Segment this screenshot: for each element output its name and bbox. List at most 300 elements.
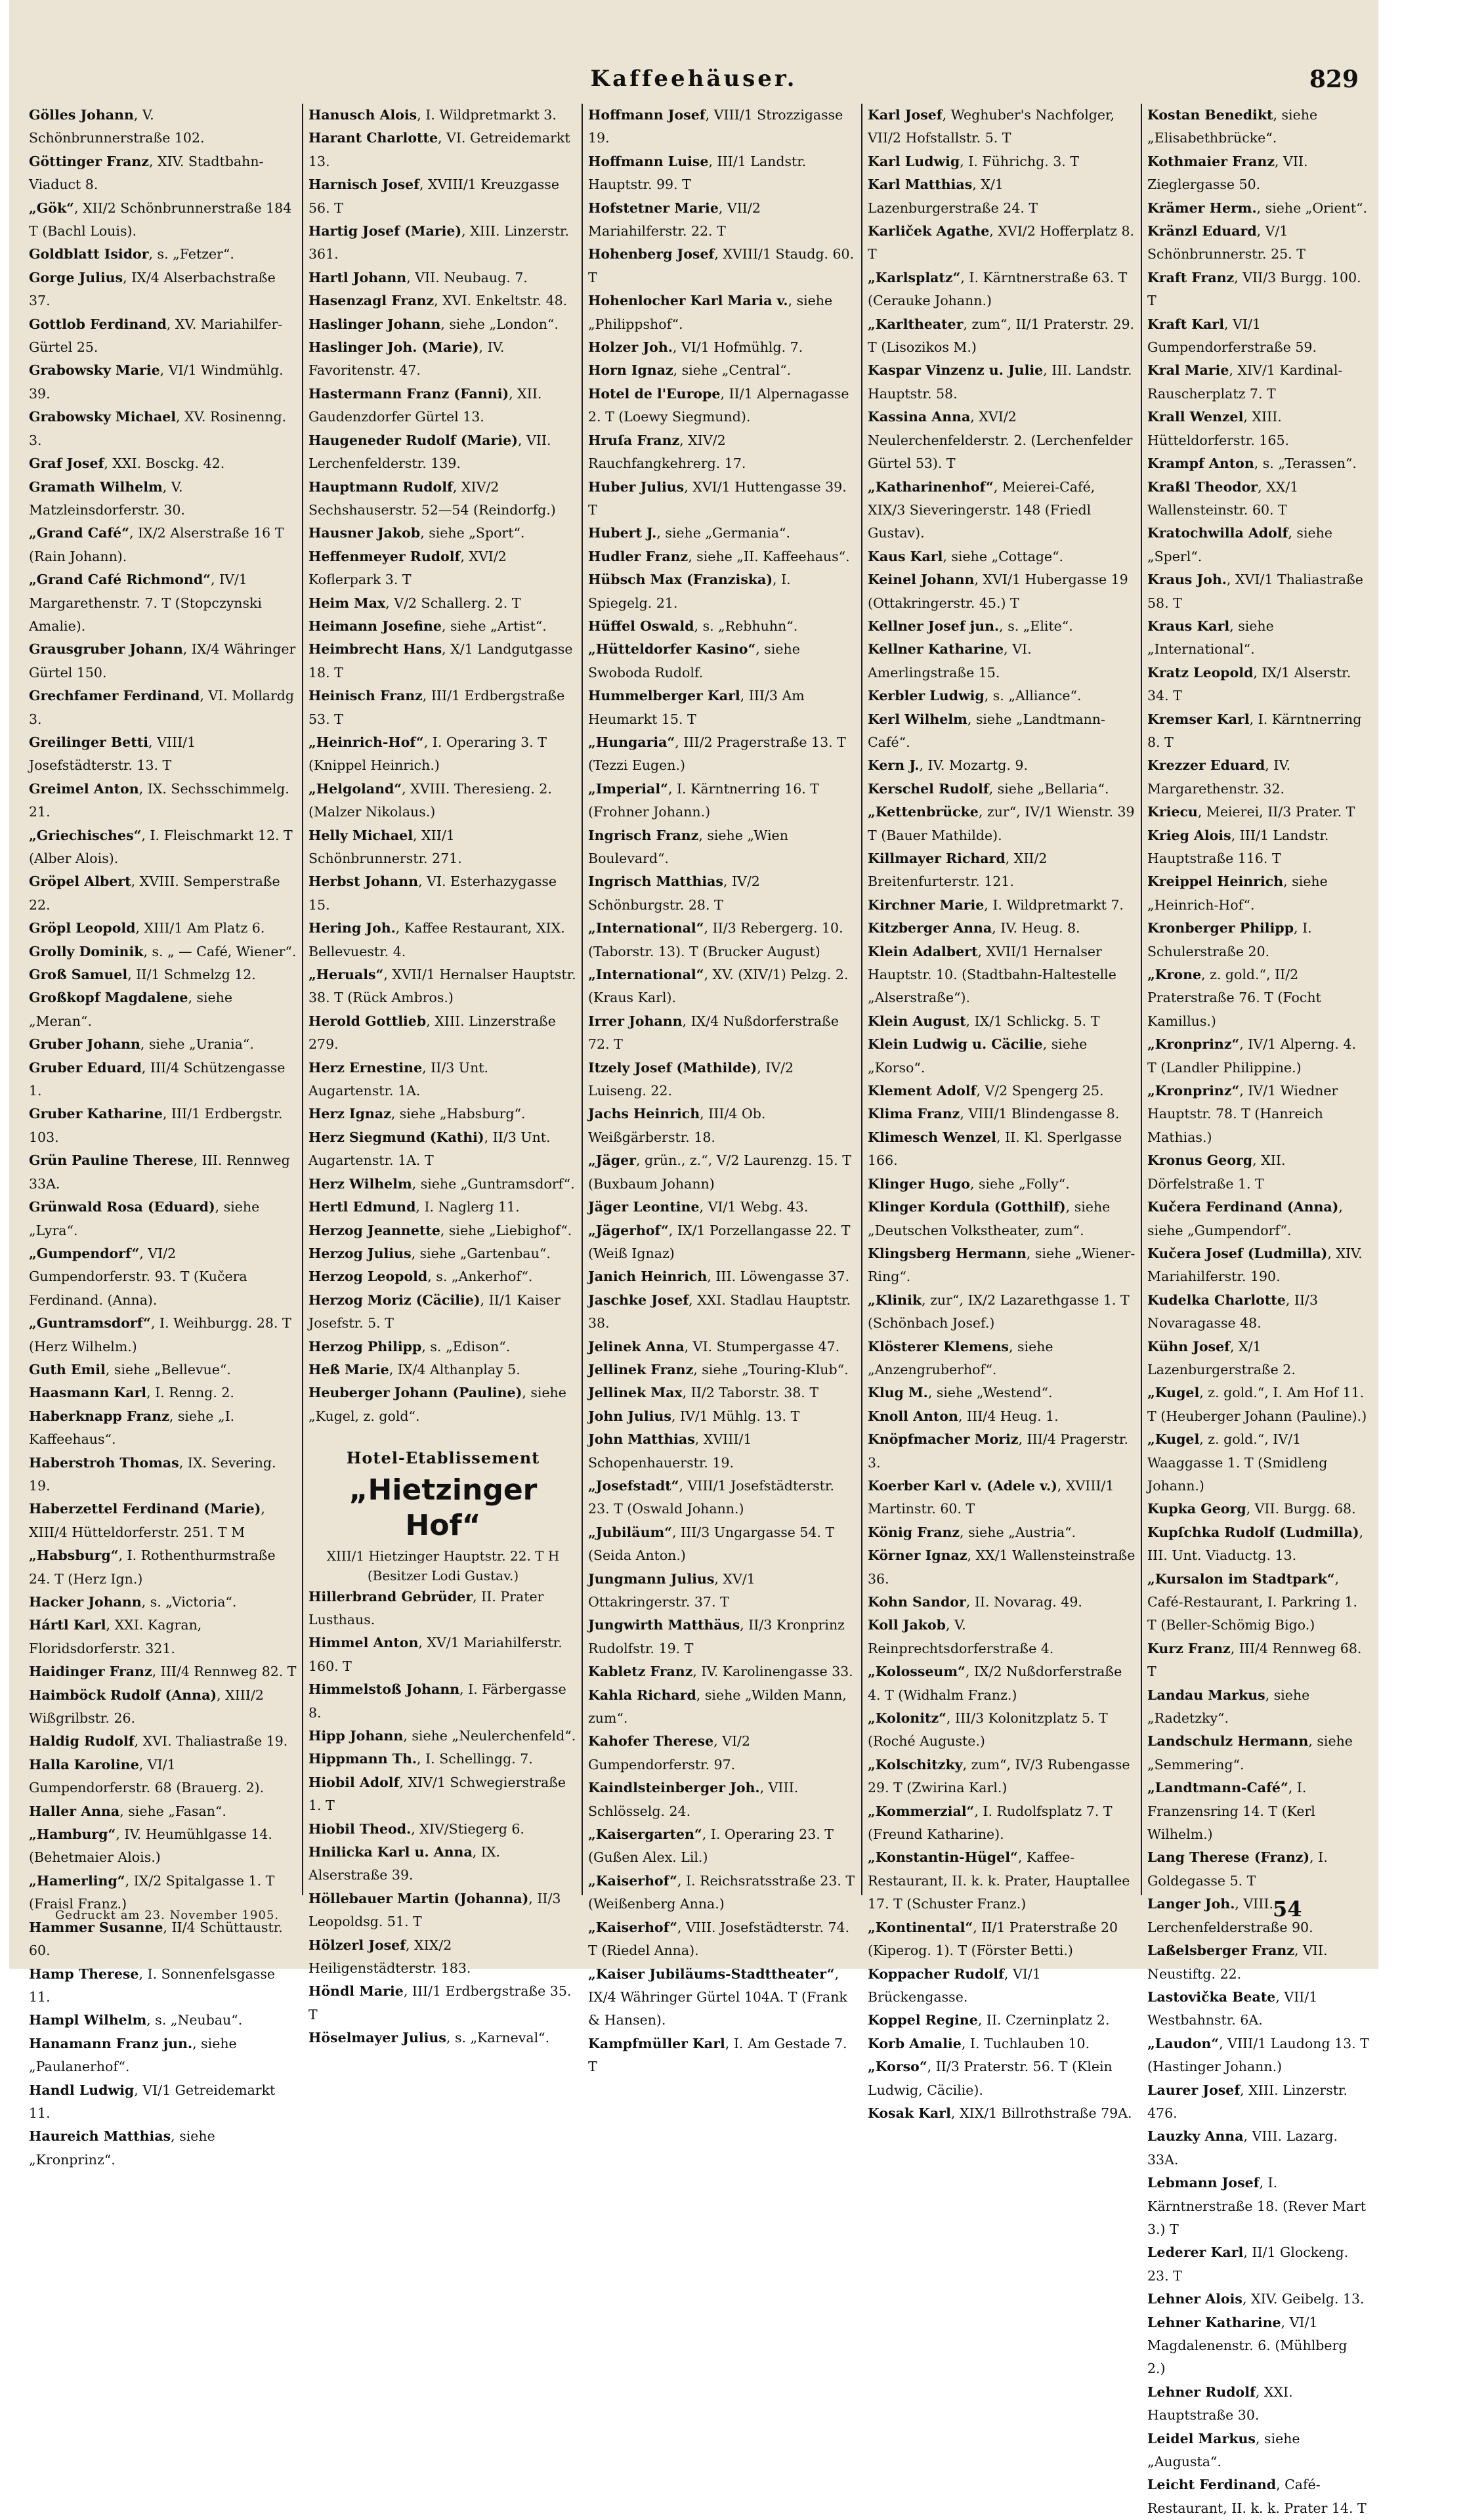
directory-entry xyxy=(588,1335,857,1358)
entry-name: „Kettenbrücke xyxy=(868,804,979,820)
entry-details: , I. Schulerstraße 20. xyxy=(1147,920,1312,959)
directory-entry xyxy=(868,615,1137,638)
entry-name: Koll Jakob xyxy=(868,1617,946,1633)
entry-details: , VI/1 Windmühlg. 39. xyxy=(29,362,284,402)
entry-details: , Café-Restaurant, II. k. k. Prater 14. T xyxy=(1147,2477,1367,2516)
directory-entry xyxy=(308,615,578,638)
entry-details: , Meierei-Café, XIX/3 Sieveringerstr. 148 (Friedl Gustav). xyxy=(868,478,1095,541)
entry-name: Itzely Josef (Mathilde) xyxy=(588,1059,757,1076)
column-divider xyxy=(861,104,862,1895)
entry-name: Hiobil Theod. xyxy=(308,1820,412,1837)
directory-entry xyxy=(1147,1776,1370,1846)
directory-entry xyxy=(1147,1242,1370,1289)
entry-details: , V. Schönbrunnerstraße 102. xyxy=(29,107,205,146)
entry-name: Kaus Karl xyxy=(868,548,943,564)
entry-name: Kudelka Charlotte xyxy=(1147,1292,1286,1308)
entry-details: , IX. Sechsschimmelg. 21. xyxy=(29,780,289,820)
directory-entry xyxy=(868,1544,1137,1591)
entry-name: Himmel Anton xyxy=(308,1635,419,1651)
entry-name: Herz Siegmund (Kathi) xyxy=(308,1129,484,1145)
entry-name: Krampf Anton xyxy=(1147,455,1254,472)
entry-name: „Kolonitz“ xyxy=(868,1710,946,1727)
entry-details: , XIV/2 Sechshauserstr. 52—54 (Reindorfg.) xyxy=(308,478,556,518)
directory-entry xyxy=(308,824,578,871)
entry-name: Haugeneder Rudolf (Marie) xyxy=(308,432,518,448)
directory-entry xyxy=(588,615,857,638)
entry-name: Hübsch Max (Franziska) xyxy=(588,572,773,588)
entry-name: „Kaiserhof“ xyxy=(588,1919,677,1935)
entry-name: König Franz xyxy=(868,1524,960,1540)
entry-name: Kerl Wilhelm xyxy=(868,711,967,727)
entry-details: , IV/1 Margarethenstr. 7. T (Stopczynski Amalie). xyxy=(29,572,262,634)
entry-details: , II/3 Unt. Augartenstr. 1A. T xyxy=(308,1129,551,1169)
entry-name: Klinger Kordula (Gotthilf) xyxy=(868,1199,1066,1215)
entry-name: Heß Marie xyxy=(308,1361,389,1377)
entry-details: , III/4 Heug. 1. xyxy=(958,1408,1059,1424)
entry-details: , VI/1 Hofmühlg. 7. xyxy=(672,339,803,356)
entry-name: Gruber Johann xyxy=(29,1036,140,1053)
entry-name: Kraft Karl xyxy=(1147,316,1225,332)
entry-name: „Kaiser Jubiläums-Stadttheater“ xyxy=(588,1965,835,1982)
entry-name: Guth Emil xyxy=(29,1361,106,1377)
entry-details: , XVIII/1 Kreuzgasse 56. T xyxy=(308,177,559,216)
directory-entry xyxy=(29,986,298,1033)
entry-name: Hamp Therese xyxy=(29,1965,139,1982)
entry-details: , siehe „Orient“. xyxy=(1256,200,1368,216)
entry-name: Klein Adalbert xyxy=(868,943,978,959)
entry-details: , siehe „Gartenbau“. xyxy=(411,1245,551,1261)
entry-name: „Laudon“ xyxy=(1147,2035,1220,2051)
directory-entry xyxy=(588,1358,857,1381)
column-divider xyxy=(582,104,583,1895)
entry-details: , IV/1 Wiedner Hauptstr. 78. T (Hanreich Mathias.) xyxy=(1147,1083,1338,1145)
entry-name: Lebmann Josef xyxy=(1147,2175,1260,2191)
entry-details: , I. Renng. 2. xyxy=(146,1385,234,1401)
entry-details: , XVII/1 Hernalser Hauptstr. 38. T (Rück Ambros.) xyxy=(308,967,576,1006)
page-number: 829 xyxy=(1309,66,1359,93)
directory-entry xyxy=(308,545,578,592)
directory-entry xyxy=(29,359,298,406)
entry-details: , III/4 Schützengasse 1. xyxy=(29,1059,286,1099)
directory-entry xyxy=(308,684,578,731)
entry-details: , II/3 Novaragasse 48. xyxy=(1147,1292,1318,1332)
entry-details: , XIX/2 Heiligenstädterstr. 183. xyxy=(308,1937,471,1977)
entry-details: , XXI. Stadlau Hauptstr. 38. xyxy=(588,1292,851,1332)
directory-entry xyxy=(588,638,857,684)
entry-name: Herz Wilhelm xyxy=(308,1175,412,1192)
directory-entry xyxy=(1147,1986,1370,2032)
entry-name: Grechfamer Ferdinand xyxy=(29,688,200,704)
entry-name: Hoffmann Luise xyxy=(588,153,709,169)
directory-entry xyxy=(29,1405,298,1452)
directory-entry xyxy=(588,1265,857,1288)
entry-name: „Landtmann-Café“ xyxy=(1147,1780,1288,1796)
entry-details: , II. Novarag. 49. xyxy=(966,1594,1082,1610)
entry-details: , V/2 Spengerg 25. xyxy=(976,1083,1104,1099)
entry-details: , VIII/1 Blindengasse 8. xyxy=(960,1106,1120,1122)
directory-entry xyxy=(308,1887,578,1934)
entry-details: , VIII. Schlösselg. 24. xyxy=(588,1780,799,1819)
directory-entry xyxy=(588,1149,857,1196)
entry-details: , II/1 Alpernagasse 2. T (Loewy Siegmund). xyxy=(588,385,849,425)
directory-entry xyxy=(308,1196,578,1219)
entry-details: , I. Operaring 23. T (Gußen Alex. Lil.) xyxy=(588,1826,834,1866)
entry-name: Kampfmüller Karl xyxy=(588,2035,725,2051)
entry-details: , I. Am Gestade 7. T xyxy=(588,2035,847,2075)
entry-details: , II/1 Glockeng. 23. T xyxy=(1147,2244,1349,2284)
entry-name: Kral Marie xyxy=(1147,362,1229,379)
entry-details: , XII. Gaudenzdorfer Gürtel 13. xyxy=(308,385,542,425)
directory-entry xyxy=(29,731,298,778)
entry-name: Kosak Karl xyxy=(868,2105,951,2121)
entry-details: , VII. Neubaug. 7. xyxy=(406,269,528,285)
entry-details: , II/1 Schmelzg 12. xyxy=(127,967,256,983)
directory-entry xyxy=(588,824,857,871)
entry-name: Kerbler Ludwig xyxy=(868,688,985,704)
directory-entry xyxy=(308,289,578,312)
directory-entry xyxy=(1147,150,1370,197)
entry-name: Karl Matthias xyxy=(868,177,973,193)
directory-entry xyxy=(308,336,578,383)
entry-details: , V. Matzleinsdorferstr. 30. xyxy=(29,478,185,518)
entry-name: Killmayer Richard xyxy=(868,850,1006,866)
directory-entry xyxy=(308,220,578,266)
directory-entry xyxy=(588,870,857,917)
directory-entry xyxy=(868,173,1137,220)
entry-name: „Grand Café“ xyxy=(29,525,130,541)
directory-entry xyxy=(868,1428,1137,1475)
entry-name: John Julius xyxy=(588,1408,671,1424)
directory-entry xyxy=(29,243,298,266)
entry-details: , siehe „Deutschen Volkstheater, zum“. xyxy=(868,1199,1111,1238)
directory-entry xyxy=(308,429,578,476)
entry-details: , XIII. Hütteldorferstr. 165. xyxy=(1147,409,1290,448)
directory-entry xyxy=(868,894,1137,917)
directory-entry xyxy=(588,1405,857,1428)
entry-name: Höllebauer Martin (Johanna) xyxy=(308,1890,529,1906)
entry-name: Hammer Susanne xyxy=(29,1919,163,1935)
entry-name: Heimbrecht Hans xyxy=(308,641,442,658)
entry-name: „Kolschitzky xyxy=(868,1756,963,1773)
entry-details: , siehe „London“. xyxy=(440,316,559,332)
entry-details: , XII/2 Breitenfurterstr. 121. xyxy=(868,850,1048,890)
entry-details: , XII. Dörfelstraße 1. T xyxy=(1147,1152,1286,1192)
entry-details: , siehe „Habsburg“. xyxy=(391,1106,526,1122)
directory-entry xyxy=(29,2009,298,2032)
directory-entry xyxy=(308,1748,578,1771)
entry-details: , VI. Esterhazygasse 15. xyxy=(308,873,557,913)
entry-details: , VII. Burgg. 68. xyxy=(1246,1501,1356,1517)
entry-details: , I. Spiegelg. 21. xyxy=(588,572,791,611)
directory-entry xyxy=(29,1684,298,1731)
entry-details: , siehe „Heinrich-Hof“. xyxy=(1147,873,1328,913)
directory-entry xyxy=(588,1057,857,1103)
entry-details: , XIII/2 Wißgrilbstr. 26. xyxy=(29,1687,264,1727)
directory-entry xyxy=(308,1289,578,1335)
entry-name: „Krone xyxy=(1147,967,1202,983)
entry-details: , I. Kärntnerstraße 63. T (Cerauke Johann.) xyxy=(868,269,1128,309)
entry-details: , IX/1 Porzellangasse 22. T (Weiß Ignaz) xyxy=(588,1222,851,1261)
directory-entry xyxy=(1147,1498,1370,1521)
entry-details: , III/3 Kolonitzplatz 5. T (Roché Auguste.) xyxy=(868,1710,1108,1750)
entry-details: , XIV/1 Kardinal-Rauscherplatz 7. T xyxy=(1147,362,1343,402)
entry-details: , IX/4 Währinger Gürtel 104A. T (Frank & Hansen). xyxy=(588,1965,847,2028)
directory-entry xyxy=(588,197,857,243)
entry-details: , I. Rudolfsplatz 7. T (Freund Katharine). xyxy=(868,1803,1113,1843)
entry-name: Herbst Johann xyxy=(308,873,419,890)
entry-name: Hotel de l'Europe xyxy=(588,385,721,402)
entry-details: , III. Unt. Viaductg. 13. xyxy=(1147,1524,1364,1564)
entry-details: , siehe „I. Kaffeehaus“. xyxy=(29,1408,235,1448)
entry-name: Hubert J. xyxy=(588,525,657,541)
directory-page xyxy=(9,0,1378,2516)
directory-entry xyxy=(588,476,857,522)
print-date: Gedruckt am 23. November 1905. xyxy=(55,1908,280,1922)
entry-details: , XII/1 Schönbrunnerstr. 271. xyxy=(308,827,462,866)
directory-entry xyxy=(588,429,857,476)
directory-entry xyxy=(29,1358,298,1381)
entry-details: , V/2 Schallerg. 2. T xyxy=(385,595,521,611)
directory-entry xyxy=(1147,2381,1370,2427)
entry-name: Leidel Markus xyxy=(1147,2430,1256,2446)
entry-details: , XV. Mariahilfer-Gürtel 25. xyxy=(29,316,283,356)
entry-details: , IV/2 Luiseng. 22. xyxy=(588,1059,794,1099)
directory-entry xyxy=(29,870,298,917)
entry-name: Lederer Karl xyxy=(1147,2244,1244,2261)
directory-entry xyxy=(868,2009,1137,2032)
entry-details: , II. Czerninplatz 2. xyxy=(977,2012,1110,2028)
entry-details: , XX/1 Wallensteinstr. 60. T xyxy=(1147,478,1299,518)
entry-details: , IX/2 Spitalgasse 1. T (Fraisl Franz.) xyxy=(29,1872,275,1912)
directory-entry xyxy=(588,289,857,336)
entry-name: Herz Ernestine xyxy=(308,1059,423,1076)
entry-name: Kraft Franz xyxy=(1147,269,1235,285)
entry-name: „Kaiserhof“ xyxy=(588,1872,677,1889)
directory-entry xyxy=(308,1934,578,1981)
directory-entry xyxy=(29,476,298,522)
entry-details: , siehe „Elisabethbrücke“. xyxy=(1147,107,1318,146)
entry-details: , s. „ — Café, Wiener“. xyxy=(143,943,297,959)
entry-details: , XVIII. Theresieng. 2. (Malzer Nikolaus.) xyxy=(308,780,552,820)
directory-entry xyxy=(868,1381,1137,1404)
entry-details: , II/3 Leopoldsg. 51. T xyxy=(308,1890,561,1930)
entry-details: , III/4 Ob. Weißgärberstr. 18. xyxy=(588,1106,766,1145)
entry-name: „Hamburg“ xyxy=(29,1826,116,1843)
directory-entry xyxy=(1147,2172,1370,2241)
entry-name: „Griechisches“ xyxy=(29,827,142,843)
entry-name: Grausgruber Johann xyxy=(29,641,183,658)
entry-details: , III/1 Erdbergstraße 53. T xyxy=(308,688,565,727)
column-3 xyxy=(588,104,857,2075)
entry-details: , IV. Margarethenstr. 32. xyxy=(1147,757,1291,797)
entry-details: , VI/1 Webg. 43. xyxy=(699,1199,809,1215)
entry-details: , II/3 Unt. Augartenstr. 1A. xyxy=(308,1059,489,1099)
entry-details: , III/1 Erdbergstraße 35. T xyxy=(308,1983,572,2023)
entry-name: Kohn Sandor xyxy=(868,1594,966,1610)
entry-name: Körner Ignaz xyxy=(868,1547,967,1564)
directory-entry xyxy=(29,940,298,963)
directory-entry xyxy=(308,1678,578,1725)
directory-entry xyxy=(868,406,1137,475)
directory-entry xyxy=(1147,452,1370,475)
directory-entry xyxy=(868,1963,1137,2009)
entry-details: , IX/2 Nußdorferstraße 4. T (Widhalm Franz.) xyxy=(868,1664,1122,1703)
directory-entry xyxy=(29,266,298,313)
entry-name: Lehner Alois xyxy=(1147,2291,1242,2307)
entry-details: , s. „Karneval“. xyxy=(446,2030,550,2046)
entry-details: , siehe „Austria“. xyxy=(960,1524,1076,1540)
entry-name: Herzog Leopold xyxy=(308,1269,428,1285)
entry-name: Höndl Marie xyxy=(308,1983,404,2000)
entry-name: John Matthias xyxy=(588,1431,695,1448)
entry-details: , siehe „Bellevue“. xyxy=(105,1361,231,1377)
entry-details: , VIII/1 Laudong 13. T (Hastinger Johann.) xyxy=(1147,2035,1369,2075)
entry-details: , XVI. Thaliastraße 19. xyxy=(134,1733,288,1750)
entry-details: , XV/1 Ottakringerstr. 37. T xyxy=(588,1570,755,1610)
directory-entry xyxy=(1147,2288,1370,2311)
entry-name: „Imperial“ xyxy=(588,780,668,797)
entry-details: , s. „Fetzer“. xyxy=(148,246,234,262)
entry-details: , s. „Neubau“. xyxy=(146,2012,243,2028)
entry-name: Lehner Katharine xyxy=(1147,2314,1281,2330)
directory-entry xyxy=(29,1963,298,2009)
directory-entry xyxy=(1147,1893,1370,1939)
entry-details: , s. „Terassen“. xyxy=(1254,455,1357,472)
entry-name: Gruber Eduard xyxy=(29,1059,142,1076)
entry-name: Krämer Herm. xyxy=(1147,200,1257,216)
entry-name: „Karltheater xyxy=(868,316,964,332)
entry-name: Klimesch Wenzel xyxy=(868,1129,996,1145)
entry-name: Hanusch Alois xyxy=(308,107,417,123)
entry-name: Kothmaier Franz xyxy=(1147,153,1275,169)
entry-details: , I. Kärntnerring 16. T (Frohner Johann.) xyxy=(588,780,819,820)
directory-entry xyxy=(29,406,298,452)
entry-name: „Klinik xyxy=(868,1292,922,1308)
directory-entry xyxy=(1147,1846,1370,1893)
directory-entry xyxy=(868,638,1137,684)
entry-name: Hausner Jakob xyxy=(308,525,421,541)
directory-entry xyxy=(1147,1939,1370,1986)
entry-name: Harant Charlotte xyxy=(308,130,438,146)
directory-entry xyxy=(868,104,1137,150)
directory-entry xyxy=(29,522,298,568)
entry-name: Kaspar Vinzenz u. Julie xyxy=(868,362,1044,379)
directory-entry xyxy=(1147,963,1370,1033)
entry-details: , siehe „Artist“. xyxy=(441,618,547,634)
directory-entry xyxy=(588,359,857,382)
directory-entry xyxy=(1147,615,1370,662)
directory-entry xyxy=(588,1102,857,1149)
entry-name: Laßelsberger Franz xyxy=(1147,1942,1294,1959)
entry-details: , VIII. Lerchenfelderstraße 90. xyxy=(1147,1896,1313,1935)
entry-details: , XVIII/1 Martinstr. 60. T xyxy=(868,1477,1115,1517)
entry-details: , XVI/1 Hubergasse 19 (Ottakringerstr. 45.) T xyxy=(868,572,1128,611)
entry-details: , XIV. Geibelg. 13. xyxy=(1242,2291,1365,2307)
entry-details: , II/2 Taborstr. 38. T xyxy=(682,1385,818,1401)
entry-details: , VII. Lerchenfelderstr. 139. xyxy=(308,432,551,472)
entry-name: Haberstroh Thomas xyxy=(29,1454,179,1471)
hotel-advertisement xyxy=(308,1446,578,1585)
directory-entry xyxy=(29,1544,298,1591)
directory-entry xyxy=(29,963,298,986)
entry-name: „Kolosseum“ xyxy=(868,1664,966,1680)
entry-details: , III/1 Landstr. Hauptstraße 116. T xyxy=(1147,827,1329,866)
directory-entry xyxy=(308,731,578,778)
entry-name: Lauzky Anna xyxy=(1147,2128,1244,2145)
entry-details: , XVI/2 Koflerpark 3. T xyxy=(308,548,507,588)
directory-entry xyxy=(588,778,857,824)
directory-entry xyxy=(308,2026,578,2049)
entry-name: „Jägerhof“ xyxy=(588,1222,669,1238)
directory-entry xyxy=(29,1033,298,1056)
directory-entry xyxy=(29,1452,298,1498)
entry-name: Großkopf Magdalene xyxy=(29,990,188,1006)
directory-entry xyxy=(29,1614,298,1660)
entry-name: „Konstantin-Hügel“ xyxy=(868,1849,1018,1866)
directory-entry xyxy=(1147,406,1370,452)
entry-name: Kupka Georg xyxy=(1147,1501,1246,1517)
entry-name: Haberzettel Ferdinand (Marie) xyxy=(29,1501,261,1517)
entry-name: Haimböck Rudolf (Anna) xyxy=(29,1687,217,1703)
directory-entry xyxy=(29,1057,298,1103)
directory-entry xyxy=(868,545,1137,568)
entry-details: , I. Wildpretmarkt 3. xyxy=(417,107,557,123)
entry-name: Kraus Joh. xyxy=(1147,572,1227,588)
directory-entry xyxy=(588,336,857,359)
directory-entry xyxy=(588,1776,857,1823)
entry-details: , IX/4 Althanplay 5. xyxy=(389,1361,520,1377)
entry-details: , II. Kl. Sperlgasse 166. xyxy=(868,1129,1122,1169)
entry-name: Ingrisch Matthias xyxy=(588,873,723,890)
entry-name: „Heruals“ xyxy=(308,967,384,983)
entry-details: , I. Fleischmarkt 12. T (Alber Alois). xyxy=(29,827,293,866)
directory-entry xyxy=(1147,1684,1370,1731)
entry-details: , I. Wildpretmarkt 7. xyxy=(984,896,1124,913)
entry-name: „Kursalon im Stadtpark“ xyxy=(1147,1570,1335,1587)
entry-name: „Habsburg“ xyxy=(29,1547,119,1564)
entry-name: Greilinger Betti xyxy=(29,734,149,750)
directory-entry xyxy=(308,173,578,220)
directory-entry xyxy=(588,150,857,197)
entry-details: , X/1 Landgutgasse 18. T xyxy=(308,641,573,681)
entry-details: , V/1 Schönbrunnerstr. 25. T xyxy=(1147,223,1306,262)
entry-name: Ingrisch Franz xyxy=(588,827,699,843)
directory-entry xyxy=(29,778,298,824)
entry-details: , III/4 Pragerstr. 3. xyxy=(868,1431,1128,1471)
entry-details: , IX. Alserstraße 39. xyxy=(308,1844,500,1883)
entry-details: , s. „Elite“. xyxy=(999,618,1073,634)
entry-details: , XIII. Linzerstraße 279. xyxy=(308,1013,556,1053)
entry-details: , Weghuber's Nachfolger, VII/2 Hofstallstr. 5. T xyxy=(868,107,1115,146)
directory-entry xyxy=(868,1335,1137,1382)
entry-details: , z. gold.“, I. Am Hof 11. T (Heuberger Johann (Pauline).) xyxy=(1147,1385,1367,1424)
entry-name: Herold Gottlieb xyxy=(308,1013,427,1029)
entry-name: Kraus Karl xyxy=(1147,618,1230,634)
directory-entry xyxy=(1147,754,1370,801)
entry-details: , XVI/2 Hofferplatz 8. T xyxy=(868,223,1135,262)
column-divider xyxy=(302,104,303,1895)
directory-entry xyxy=(308,592,578,615)
entry-details: , siehe „Sport“. xyxy=(420,525,525,541)
entry-details: , zur“, IV/1 Wienstr. 39 T (Bauer Mathilde). xyxy=(868,804,1135,843)
entry-details: , III/3 Ungargasse 54. T (Seida Anton.) xyxy=(588,1524,835,1564)
directory-entry xyxy=(868,1173,1137,1196)
entry-details: , VI/2 Gumpendorferstr. 97. xyxy=(588,1733,750,1773)
directory-entry xyxy=(588,731,857,778)
entry-name: Höselmayer Julius xyxy=(308,2030,446,2046)
entry-details: , siehe „Central“. xyxy=(673,362,792,379)
ad-owner: (Besitzer Lodi Gustav.) xyxy=(367,1567,519,1584)
